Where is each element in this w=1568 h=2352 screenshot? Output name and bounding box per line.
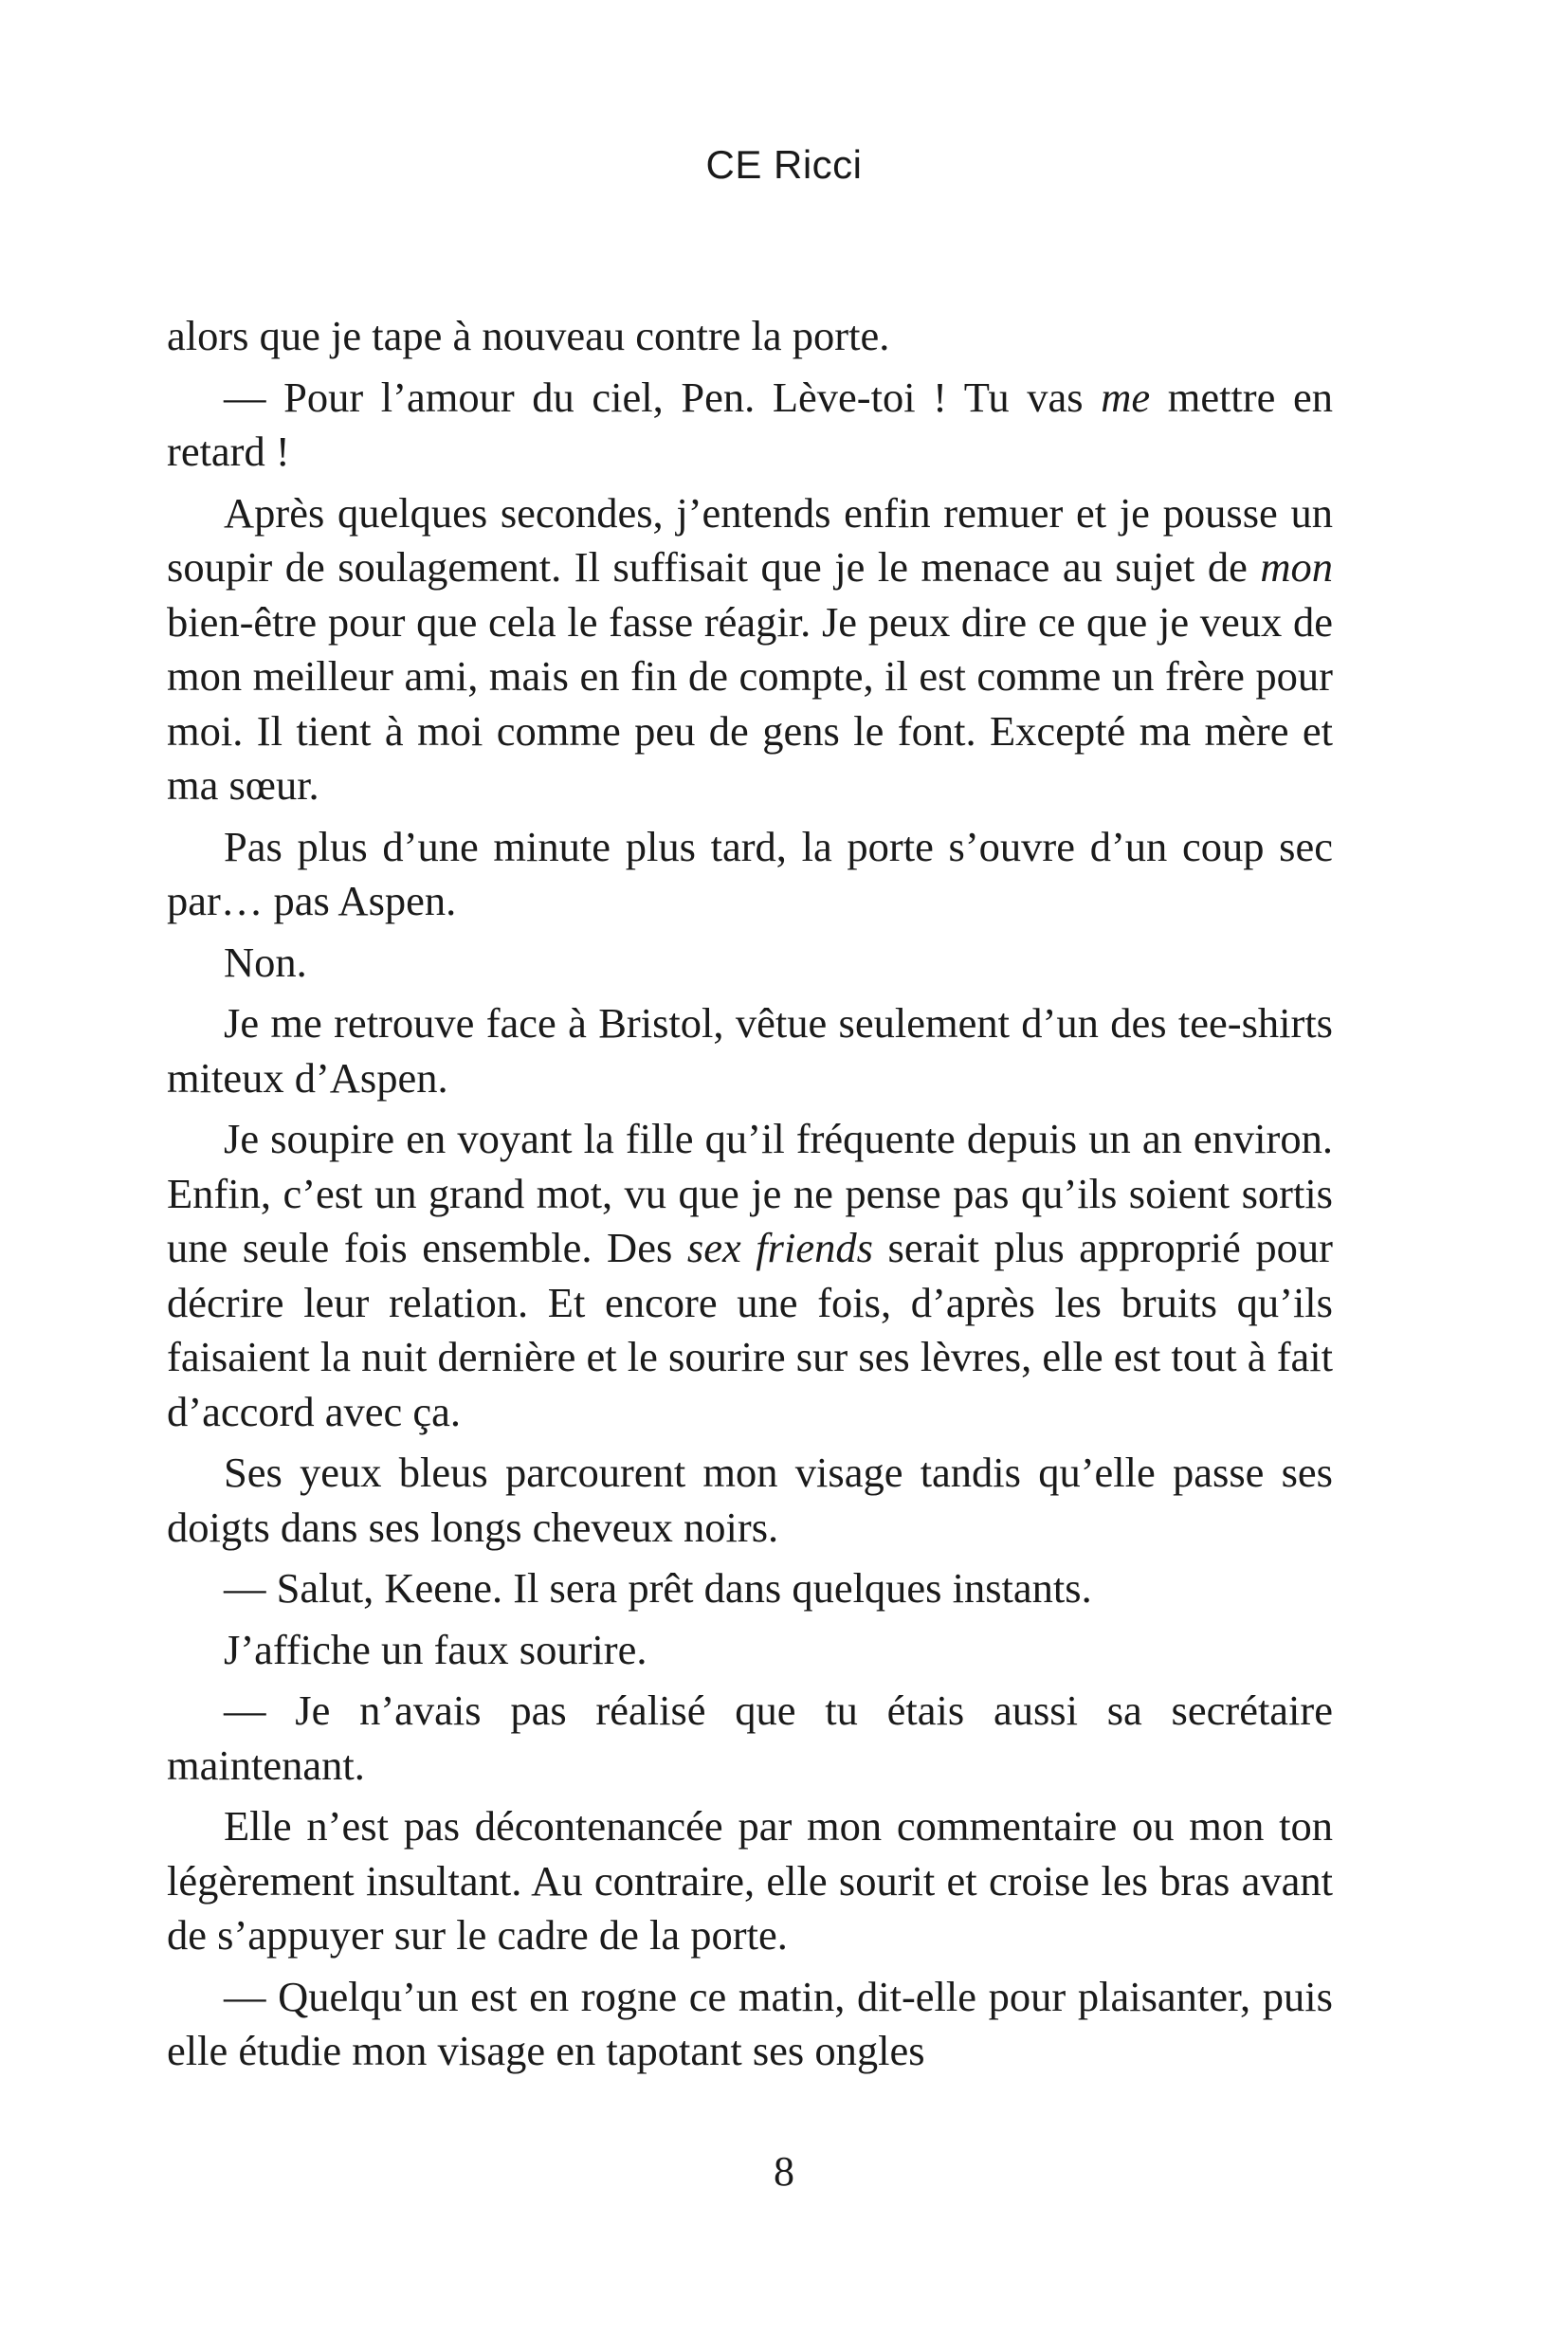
paragraph <box>167 936 1333 991</box>
italic-text: me <box>1101 373 1151 421</box>
paragraph <box>167 820 1333 929</box>
paragraph <box>167 1799 1333 1963</box>
text-run: Après quelques secondes, j’entends enfin remuer et je pousse un soupir de soulagement. Il suffisait que je le menace au sujet de <box>167 488 1333 591</box>
paragraph <box>167 1112 1333 1439</box>
paragraph <box>167 996 1333 1105</box>
page-number: 8 <box>774 2148 794 2195</box>
paragraph <box>167 486 1333 813</box>
italic-text: mon <box>1260 543 1333 591</box>
text-run: bien-être pour que cela le fasse réagir. Je peux dire ce que je veux de mon meilleur ami, mais en fin de compte, il est comme un frère pour moi. Il tient à moi comme peu de gens le font. Excepté ma mère et ma sœur. <box>167 597 1333 809</box>
paragraph <box>167 1623 1333 1678</box>
running-head: CE Ricci <box>705 142 863 187</box>
paragraph <box>167 1561 1333 1616</box>
paragraph <box>167 309 1333 364</box>
paragraph <box>167 371 1333 480</box>
text-run: Pas plus d’une minute plus tard, la porte s’ouvre d’un coup sec par… pas Aspen. <box>167 822 1333 924</box>
text-run: Ses yeux bleus parcourent mon visage tandis qu’elle passe ses doigts dans ses longs cheveux noirs. <box>167 1449 1333 1551</box>
text-run: Non. <box>224 938 307 986</box>
body-text <box>167 309 1333 2086</box>
paragraph <box>167 1970 1333 2079</box>
text-run: — Salut, Keene. Il sera prêt dans quelques instants. <box>224 1564 1092 1612</box>
text-run: alors que je tape à nouveau contre la porte. <box>167 312 890 359</box>
text-run: — Je n’avais pas réalisé que tu étais aussi sa secrétaire maintenant. <box>167 1687 1333 1789</box>
text-run: J’affiche un faux sourire. <box>224 1625 647 1673</box>
text-run: Je soupire en voyant la fille qu’il fréquente depuis un an environ. Enfin, c’est un grand mot, vu que je ne pense pas qu’ils soient sortis une seule fois ensemble. Des <box>167 1115 1333 1271</box>
paragraph <box>167 1684 1333 1793</box>
italic-text: sex friends <box>686 1224 873 1271</box>
paragraph <box>167 1446 1333 1555</box>
text-run: — Quelqu’un est en rogne ce matin, dit-elle pour plaisanter, puis elle étudie mon visage en tapotant ses ongles <box>167 1972 1333 2074</box>
text-run: Elle n’est pas décontenancée par mon commentaire ou mon ton légèrement insultant. Au contraire, elle sourit et croise les bras avant de s’appuyer sur le cadre de la porte. <box>167 1802 1333 1959</box>
text-run: — Pour l’amour du ciel, Pen. Lève-toi ! Tu vas <box>224 373 1102 421</box>
text-run: serait plus approprié pour décrire leur relation. Et encore une fois, d’après les bruits qu’ils faisaient la nuit dernière et le sourire sur ses lèvres, elle est tout à fait d’accord avec ça. <box>167 1224 1333 1435</box>
text-run: mettre en retard ! <box>167 373 1333 475</box>
text-run: Je me retrouve face à Bristol, vêtue seulement d’un des tee-shirts miteux d’Aspen. <box>167 999 1333 1102</box>
